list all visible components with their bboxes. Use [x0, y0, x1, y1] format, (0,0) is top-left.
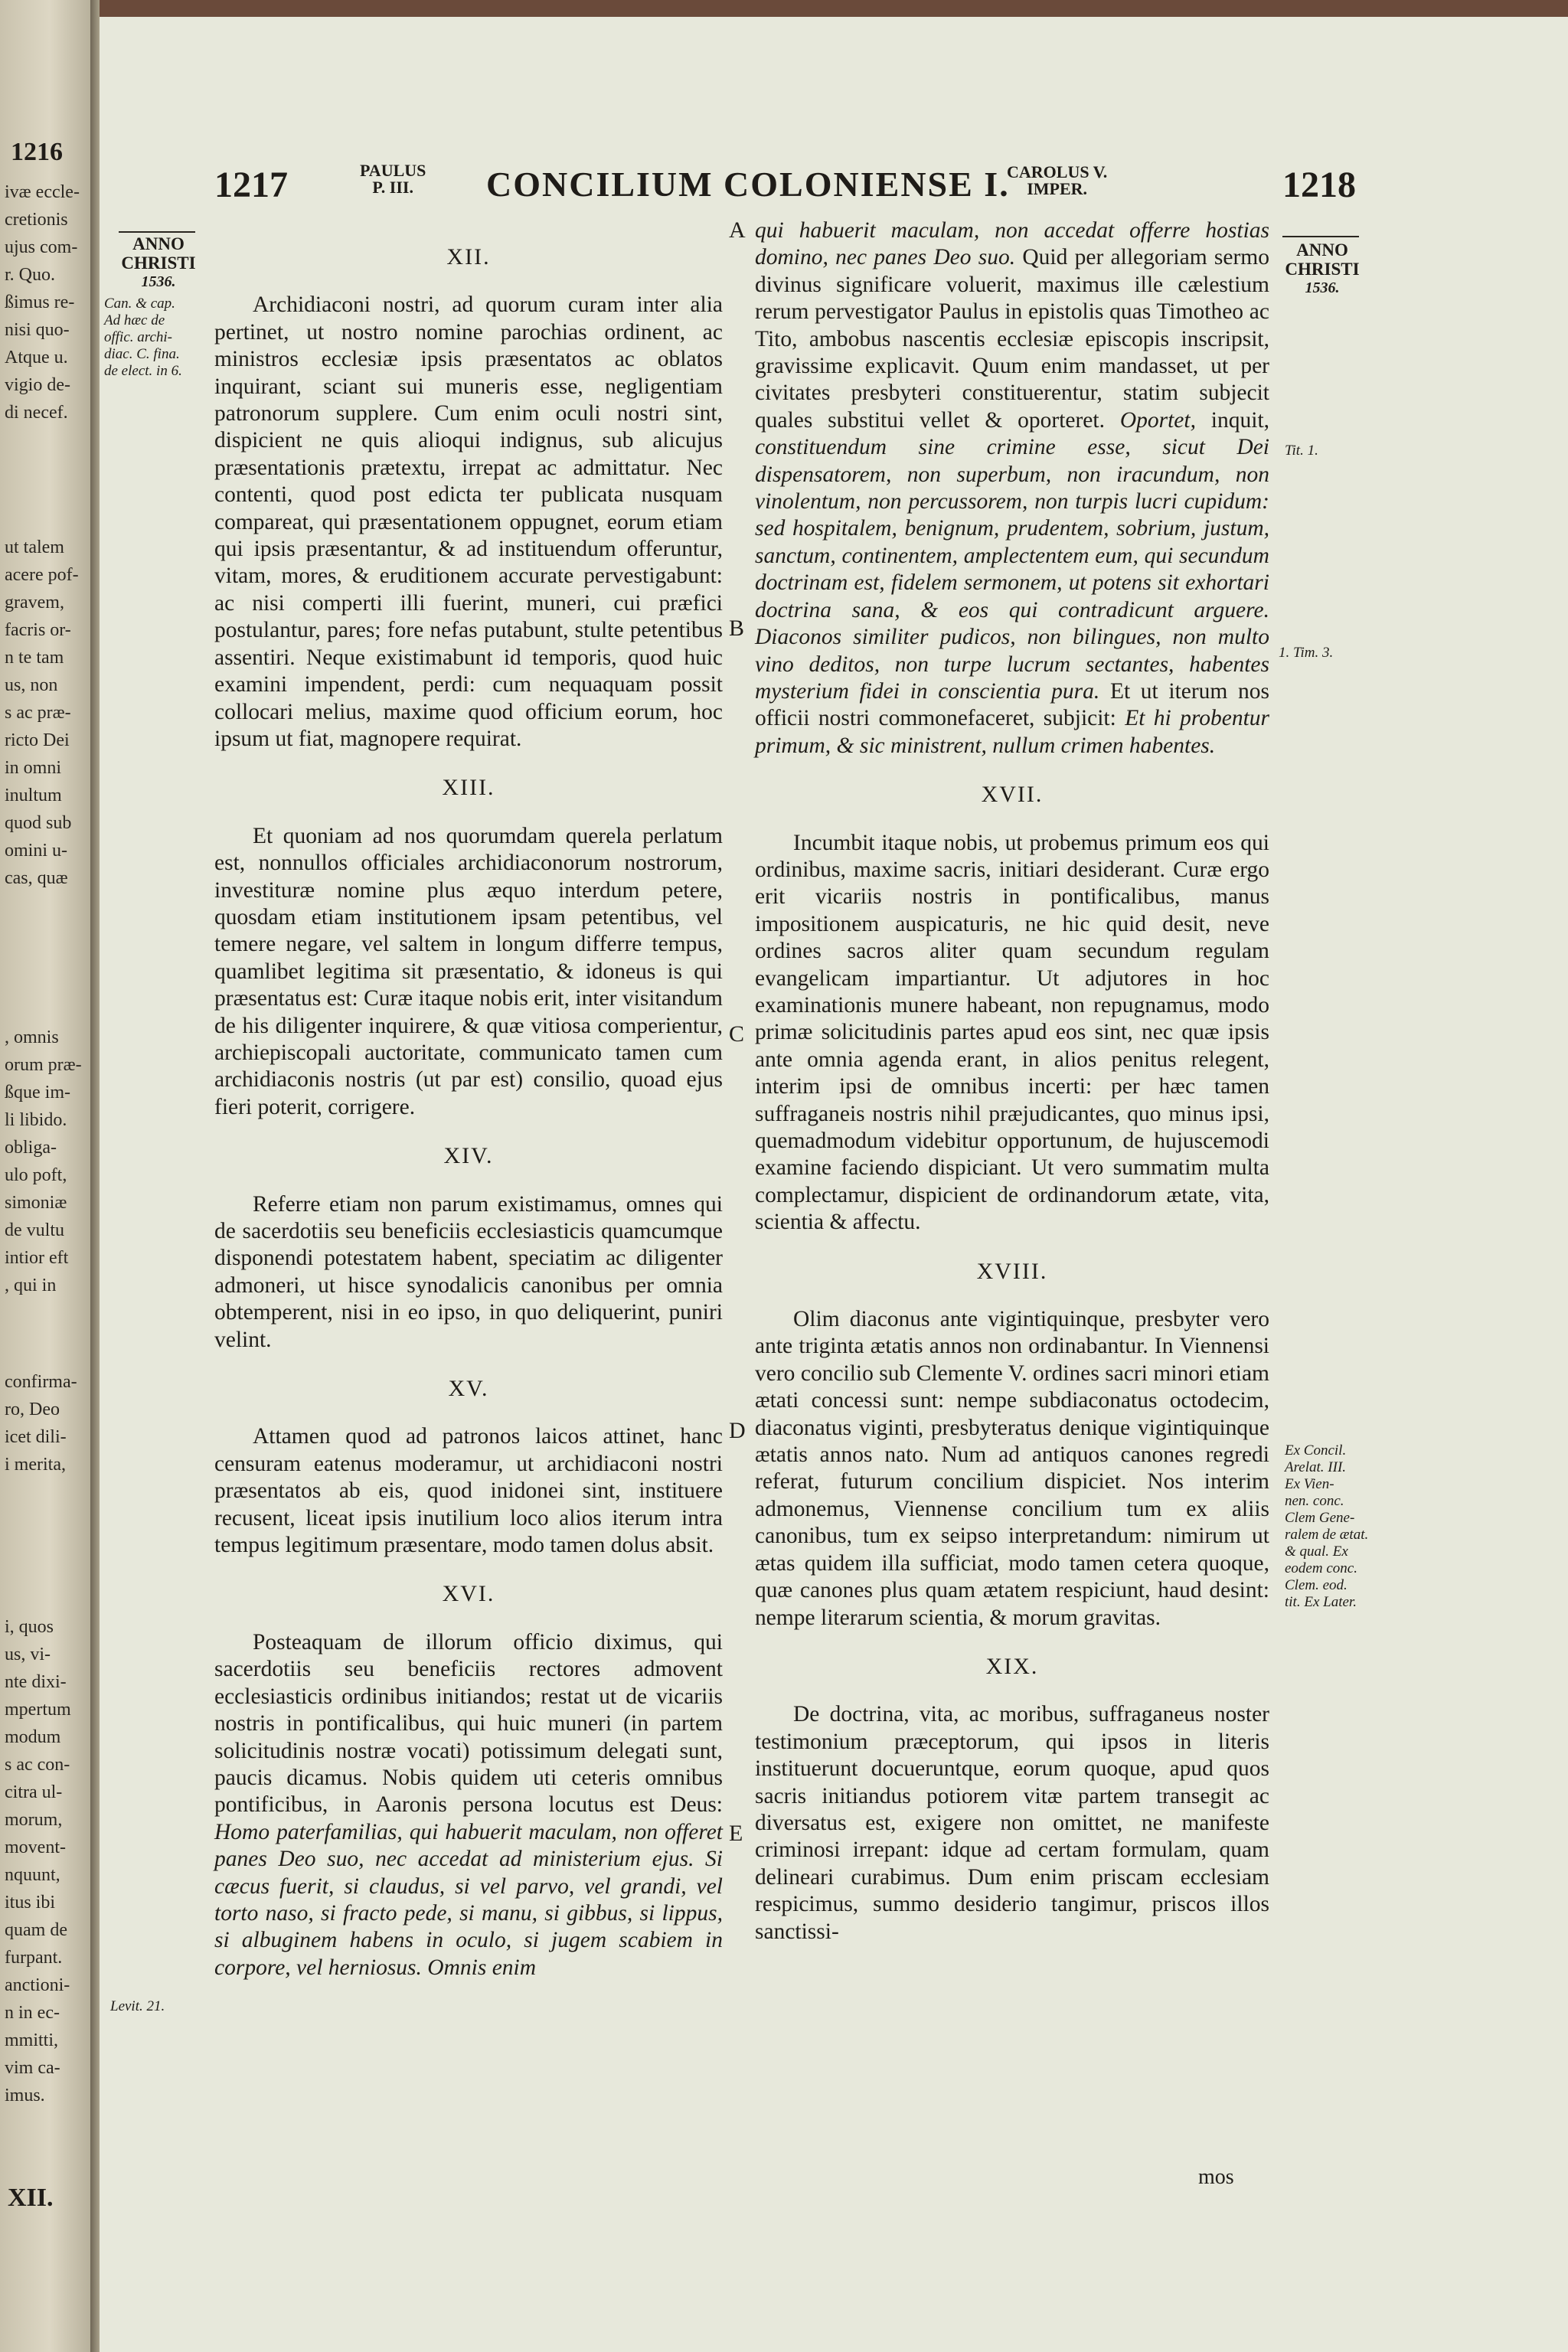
- previous-page-line: us, non: [5, 675, 58, 695]
- margin-line: diac. C. fina.: [104, 346, 180, 362]
- previous-page-line: anctioni-: [5, 1975, 70, 1995]
- section-heading-xvi: XVI.: [442, 1581, 495, 1607]
- christi-label: CHRISTI: [1285, 260, 1360, 279]
- paragraph-xviii: Olim diaconus ante vigintiquinque, presbyter vero ante triginta ætatis annos non ordinabantur. In Viennensi vero concilio sub Clemente V. ordines sacri minori etiam ætati concessi sunt: nempe subdiaconatus octodecim, diaconatus viginti, presbyteratus denique vigintiquinque ætatis annos nato. Num ad antiquos canones regredi referat, futurum concilium dispiciet. Nos interim admonemus, Viennense concilium tum ex aliis canonibus, tum ex seipso interpretandum: nimirum ut ætas quidem illa sufficiat, modo tamen cetera quoque, quæ canones plus quam ætatem respiciunt, haud desint: nempe literarum scientia, & morum gravitas.: [755, 1307, 1269, 1630]
- previous-page-line: vigio de-: [5, 375, 70, 395]
- paragraph-xv: Attamen quod ad patronos laicos attinet, hanc censuram eatenus moderamur, ut archidiaconi nostri præsentatos ab eis, quod inidonei sint, instituere recusent, liceat ipsis inutilium loco alios iterum intra tempus legitimum præsentare, modo tamen dolus absit.: [214, 1424, 723, 1558]
- running-head-pope: [360, 162, 426, 196]
- section-heading-xv: XV.: [448, 1376, 489, 1402]
- previous-page-number: 1216: [11, 138, 63, 166]
- page-top-edge: [100, 0, 1568, 17]
- section-heading-xiii: XIII.: [442, 775, 495, 801]
- anno-christi-left: [116, 234, 201, 292]
- right-column: [755, 217, 1269, 1945]
- running-title: CONCILIUM COLONIENSE I.: [486, 165, 1010, 204]
- paragraph-xii: Archidiaconi nostri, ad quorum curam inter alia pertinet, ut nostro nomine parochias ordinent, ac ministros ecclesiæ ipsis præsentatos ac oblatos inquirant, sciant sui muneris esse, negligentiam patronorum supplere. Cum enim oculi nostri sint, dispicient ne quis alioqui indignus, sub alicujus præsentationis prætextu, irrepat ac admittatur. Nec contenti, quod post edicta ter publicata nusquam compareat, qui præsentationem oppugnet, eorum etiam qui ipsis præsentantur, & ad instituendum offeruntur, vitam, mores, & eruditionem accurate pervestigabunt: ac nisi comperti illi fuerint, muneri, cui præfici postulantur, pares; fore nefas putabunt, stulte petentibus assentiri. Neque existimabunt id temporis, quod huic examini impendent, perdi: cum nequaquam possit collocari melius, maxime quod officium eorum, hoc ipsum ut fiat, magnopere requirat.: [214, 292, 723, 751]
- previous-page-line: s ac con-: [5, 1755, 70, 1775]
- previous-page-line: , omnis: [5, 1027, 59, 1047]
- section-heading-xvii: XVII.: [981, 782, 1044, 808]
- margin-line: ralem de ætat.: [1285, 1527, 1369, 1543]
- previous-page-line: ut talem: [5, 537, 64, 557]
- margin-line: Can. & cap.: [104, 296, 175, 312]
- paul-commentary: Quid per allegoriam sermo divinus significare voluerit, maximus ille cælestium rerum pervestigator Paulus in epistolis quas Timotheo ac Tito, ambobus nascentis ecclesiæ episcopis inscripsit, gravissime explicavit. Quum enim mandasset, ut per civitates presbyteri constituerentur, statim subjecit quales substitui vellet & oporteret.: [755, 245, 1270, 433]
- margin-note-concils: [1285, 1442, 1377, 1611]
- margin-line: nen. conc.: [1285, 1493, 1344, 1509]
- previous-page-line: i, quos: [5, 1617, 54, 1637]
- section-letter-e: E: [729, 1821, 743, 1846]
- margin-line: Clem. eod.: [1285, 1577, 1348, 1593]
- margin-line: Ex Concil.: [1285, 1442, 1347, 1459]
- previous-page-line: r. Quo.: [5, 265, 55, 285]
- previous-page-line: itus ibi: [5, 1893, 56, 1913]
- previous-page-line: movent-: [5, 1838, 66, 1857]
- paragraph-xiv: Referre etiam non parum existimamus, omnes qui de sacerdotiis seu beneficiis ecclesiasticis quamcumque disponendi potestatem habent, speciatim ac diligenter admoneri, ut hisce synodalicis canonibus per omnia obtemperent, nisi in eo ipso, in quo deliquerint, puniri velint.: [214, 1191, 723, 1352]
- margin-line: offic. archi-: [104, 329, 172, 345]
- running-head-emperor: [1007, 164, 1107, 198]
- quote-inquit: inquit,: [1210, 407, 1270, 433]
- previous-page-line: cas, quæ: [5, 868, 68, 888]
- previous-page-line: quam de: [5, 1920, 67, 1940]
- book-page: [100, 0, 1568, 2352]
- section-letter-b: B: [729, 616, 745, 641]
- paragraph-xvi-continued: [755, 217, 1269, 760]
- section-heading-xiv: XIV.: [443, 1143, 494, 1169]
- previous-page-line: intior eft: [5, 1248, 69, 1268]
- commonefaceret-text: Et ut iterum nos officii nostri commonefaceret, subjicit:: [755, 678, 1270, 731]
- section-letter-a: A: [729, 217, 746, 243]
- previous-page-line: gravem,: [5, 593, 64, 612]
- previous-page-line: nisi quo-: [5, 320, 70, 340]
- margin-line: de elect. in 6.: [104, 363, 182, 379]
- previous-page-line: ivæ eccle-: [5, 182, 80, 202]
- page-number-right: 1218: [1282, 165, 1356, 205]
- previous-page-line: n in ec-: [5, 2003, 60, 2023]
- emperor-name: CAROLUS V.: [1007, 162, 1108, 181]
- section-letter-c: C: [729, 1021, 745, 1047]
- margin-line: Clem Gene-: [1285, 1510, 1355, 1526]
- paragraph-xvi: [214, 1629, 723, 1981]
- previous-page-line: acere pof-: [5, 565, 79, 585]
- previous-page-line: cretionis: [5, 210, 68, 230]
- previous-page-line: obliga-: [5, 1138, 57, 1158]
- anno-rule-right: [1282, 236, 1359, 237]
- section-letter-d: D: [729, 1418, 746, 1443]
- previous-page-line: ulo poft,: [5, 1165, 67, 1185]
- scripture-quote-timothy: Et hi probentur primum, & sic ministrent, nullum crimen habentes.: [755, 706, 1270, 758]
- previous-page-line: imus.: [5, 2086, 45, 2105]
- previous-page-line: morum,: [5, 1810, 63, 1830]
- previous-page-line: de vultu: [5, 1220, 64, 1240]
- margin-line: Ad hæc de: [104, 312, 165, 328]
- left-column: [214, 243, 723, 1981]
- previous-page-line: mmitti,: [5, 2030, 59, 2050]
- section-heading-xii: XII.: [446, 244, 491, 270]
- margin-note-timothy: 1. Tim. 3.: [1279, 645, 1334, 661]
- anno-label: ANNO: [132, 234, 185, 253]
- previous-page-line: simoniæ: [5, 1193, 67, 1213]
- section-heading-xix: XIX.: [985, 1653, 1039, 1679]
- previous-page-line: ßimus re-: [5, 292, 75, 312]
- catchword: mos: [1198, 2165, 1234, 2189]
- previous-page-line: orum præ-: [5, 1055, 82, 1075]
- previous-page-line: ricto Dei: [5, 730, 70, 750]
- paragraph-xvi-text: Posteaquam de illorum officio diximus, qui sacerdotiis seu beneficiis rectores admovent ecclesiasticis ordinibus initiandos; restat ut de vicariis nostris in pontificalibus, qui huic muneri (in partem solicitudinis nostræ vocati) potissimum delegati sunt, paucis dicamus. Nobis quidem uti ceteris omnibus pontificibus, in Aaronis persona locutus est Deus:: [214, 1629, 723, 1818]
- previous-page-line: in omni: [5, 758, 62, 778]
- anno-year: 1536.: [141, 273, 176, 290]
- previous-page-line: vim ca-: [5, 2058, 60, 2078]
- previous-page-footer: XII.: [8, 2184, 54, 2212]
- scripture-quote-end: qui habuerit maculam, non accedat offerre hostias domino, nec panes Deo suo.: [755, 218, 1269, 270]
- margin-line: Ex Vien-: [1285, 1476, 1334, 1492]
- anno-rule-left: [119, 231, 195, 233]
- book-gutter: [90, 0, 100, 2352]
- previous-page-line: li libido.: [5, 1110, 67, 1130]
- page-number-left: 1217: [214, 165, 288, 205]
- previous-page-line: nte dixi-: [5, 1672, 67, 1692]
- previous-page-line: confirma-: [5, 1372, 77, 1392]
- scripture-quote-titus: constituendum sine crimine esse, sicut Dei dispensatorem, non superbum, non iracundum, non vinolentum, non percussorem, non turpis lucri cupidum: sed hospitalem, benignum, prudentem, sobrium, justum, sanctum, continentem, amplectentem eum, qui secundum doctrinam est, fidelem sermonem, ut potens sit exhortari doctrina sana, & eos qui contradicunt arguere. Diaconos similiter pudicos, non bilingues, non multo vino deditos, non turpe lucrum sectantes, habentes mysterium fidei in conscientia pura.: [755, 435, 1269, 704]
- paragraph-xix: De doctrina, vita, ac moribus, suffraganeus noster testimonium præceptorum, qui ipsos in literis instituerunt docueruntque, eorum quoque, apud quos sacris initiandus potiorem vitæ partem transegit ac diversatus est, exigere non omittet, ne manifeste criminosi irrepant: idque ad certam formulam, quam delineari curabimus. Dum enim priscam ecclesiam respicimus, summo desiderio tangimur, priscos illos sanctissi-: [755, 1702, 1269, 1944]
- previous-page-line: quod sub: [5, 813, 72, 833]
- margin-line: eodem conc.: [1285, 1560, 1357, 1576]
- margin-line: Arelat. III.: [1285, 1459, 1347, 1475]
- previous-page-line: n te tam: [5, 648, 64, 668]
- previous-page-line: facris or-: [5, 620, 71, 640]
- margin-note-titus: Tit. 1.: [1285, 443, 1318, 459]
- scripture-quote-leviticus: Homo paterfamilias, qui habuerit maculam, non offeret panes Deo suo, nec accedat ad ministerium ejus. Si cæcus fuerit, si claudus, si vel parvo, vel grandi, vel torto naso, si fracto pede, si manu, si gibbus, si lippus, si albuginem habens in oculo, si jugem scabiem in corpore, vel herniosus. Omnis enim: [214, 1819, 723, 1980]
- previous-page-line: furpant.: [5, 1948, 63, 1968]
- previous-page-line: omini u-: [5, 841, 67, 861]
- anno-label: ANNO: [1296, 240, 1348, 260]
- previous-page-line: icet dili-: [5, 1427, 67, 1447]
- margin-note-levit: Levit. 21.: [110, 1998, 165, 2014]
- previous-page-line: s ac præ-: [5, 703, 71, 723]
- previous-page-line: inultum: [5, 786, 62, 805]
- section-heading-xviii: XVIII.: [976, 1258, 1048, 1284]
- pope-number: P. III.: [372, 178, 413, 197]
- emperor-title: IMPER.: [1027, 179, 1088, 198]
- margin-line: & qual. Ex: [1285, 1544, 1348, 1560]
- paragraph-xiii: Et quoniam ad nos quorumdam querela perlatum est, nonnullos officiales archidiaconorum nostrorum, investituræ nomine plus æquo interdum petere, quosdam etiam institutionem ipsam petentibus, vel temere negare, vel saltem in longum differre tempus, quamlibet legitima sit præsentatio, & idoneus is qui præsentatus est: Curæ itaque nobis erit, inter visitandum de his diligenter inquirere, & quæ vitiosa comperientur, archiepiscopali auctoritate, communicato tamen cum archidiaconis nostris (ut par est) consilio, quoad ejus fieri poterit, corrigere.: [214, 823, 723, 1119]
- previous-page-line: modum: [5, 1727, 61, 1747]
- previous-page-edge: [0, 0, 90, 2352]
- previous-page-line: Atque u.: [5, 348, 68, 368]
- previous-page-line: nquunt,: [5, 1865, 60, 1885]
- previous-page-line: citra ul-: [5, 1782, 63, 1802]
- previous-page-line: ro, Deo: [5, 1400, 60, 1419]
- paragraph-xvii: Incumbit itaque nobis, ut probemus primum eos qui ordinibus, maxime sacris, initiari desiderant. Curæ ergo erit vicariis nostris in pontificalibus, manus impositionem auspicaturis, ne hic quid desit, neve ordines sacros aliter quam secundum regulam evangelicam impartiantur. Ut adjutores in hoc examinationis munere habeant, non repugnamus, modo primæ solicitudinis partes apud eos sint, nec quæ ipsis ante omnia agenda erant, in alios penitus relegent, interim ipsi de omnibus incerti: per hæc tamen suffraganeis nostris nihil præjudicantes, quo minus ipsi, quemadmodum videbitur opportunum, de hujuscemodi examine faciendo dispiciant. Ut vero summatim multa complectamur, dispicient de ordinandorum ætate, vita, scientia & affectu.: [755, 830, 1269, 1235]
- previous-page-line: i merita,: [5, 1455, 66, 1475]
- quote-oportet: Oportet,: [1119, 407, 1196, 433]
- previous-page-line: di necef.: [5, 403, 68, 423]
- anno-year: 1536.: [1305, 279, 1340, 296]
- anno-christi-right: [1277, 240, 1367, 298]
- christi-label: CHRISTI: [121, 253, 196, 273]
- previous-page-line: mpertum: [5, 1700, 71, 1720]
- pope-name: PAULUS: [360, 161, 426, 180]
- previous-page-line: ßque im-: [5, 1083, 70, 1102]
- margin-note-canons: [104, 296, 196, 380]
- previous-page-line: us, vi-: [5, 1645, 51, 1664]
- previous-page-line: ujus com-: [5, 237, 78, 257]
- previous-page-line: , qui in: [5, 1276, 57, 1295]
- margin-line: tit. Ex Later.: [1285, 1594, 1357, 1610]
